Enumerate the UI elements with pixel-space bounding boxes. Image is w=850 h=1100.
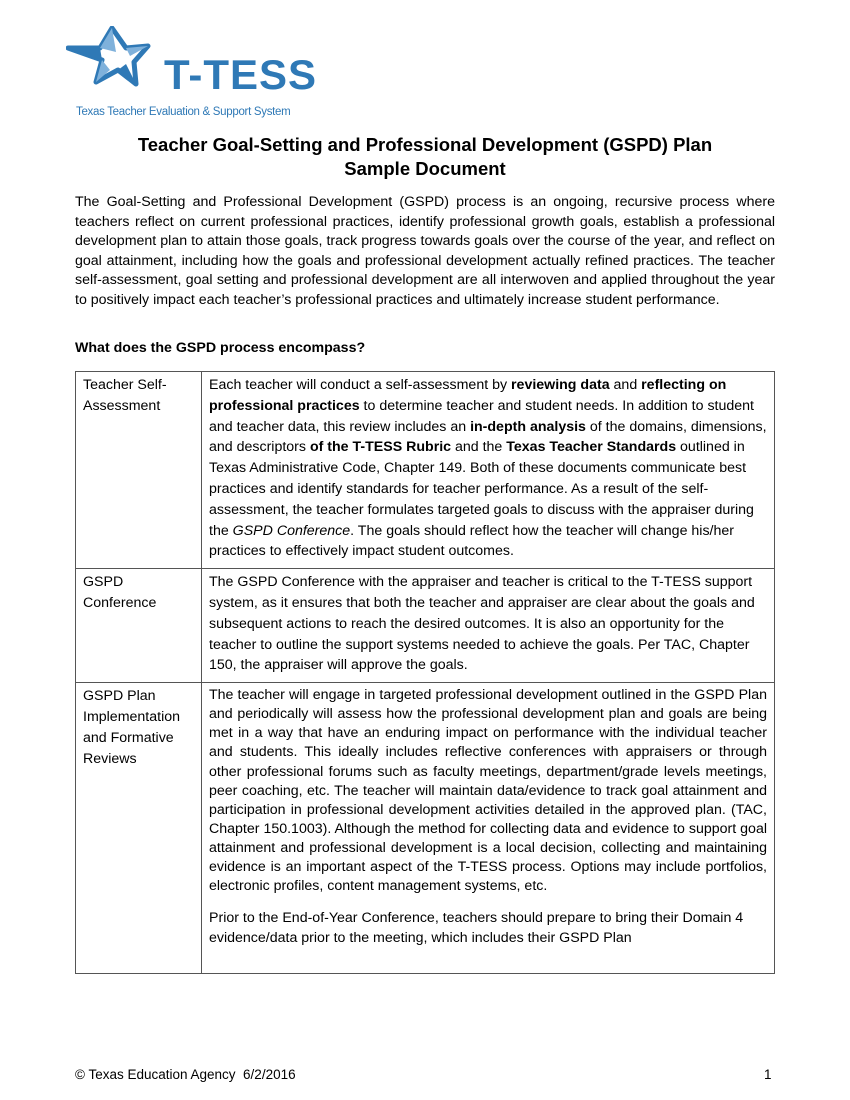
row-description-paragraph-1: The teacher will engage in targeted professional development outlined in the GSPD Plan and periodically will assess how the professional development plan and goals are being met in a way that have an enduring impact on performance with the individual teacher and students. This ideally includes reflective conferences with appraisers or through other professional forums such as faculty meetings, department/grade levels meetings, peer coaching, etc. The teacher will maintain data/evidence to track goal attainment and participation in professional development activities detailed in the approved plan. (TAC, Chapter 150.1003). Although the method for collecting data and evidence to support goal attainment and professional development is a local decision, collecting and maintaining evidence is an important aspect of the T-TESS process. Options may include portfolios, electronic profiles, content management systems, etc. [209,687,767,895]
italic-text: GSPD Conference [232,522,351,539]
row-description-self-assessment [202,372,775,569]
row-description [202,683,775,974]
page-number: 1 [764,1067,772,1082]
t-tess-logo [66,26,318,126]
table-row [76,372,775,569]
star-logo-icon [66,26,166,106]
text-segment: outlined in Texas Administrative Code, Chapter 149. Both of these documents communicate best practices and identify standards for teacher performance. As a result of the self-assessment, the teacher formulates targeted goals to discuss with the appraiser during the [209,439,754,539]
title-line-1: Teacher Goal-Setting and Professional Development (GSPD) Plan [137,134,713,155]
text-segment: to determine teacher and student needs. In addition to student and teacher data, this review includes an [209,397,754,435]
text-segment: and [609,377,642,393]
table-row [76,569,775,683]
bold-text: reviewing data [511,377,610,393]
bold-text: reflecting on professional practices [209,377,727,414]
row-label: Teacher Self-Assessment [76,372,202,569]
bold-text: Texas Teacher Standards [506,439,677,456]
bold-text: of the T-TESS Rubric [309,439,452,456]
text-segment: and the [451,439,507,456]
footer-copyright: © Texas Education Agency 6/2/2016 [75,1067,296,1082]
logo-wordmark: T-TESS [164,51,318,98]
row-description: The GSPD Conference with the appraiser and teacher is critical to the T-TESS support system, as it ensures that both the teacher and appraiser are clear about the goals and subsequent actions to reach the desired outcomes. It is also an opportunity for the teacher to outline the support systems needed to achieve the goals. Per TAC, Chapter 150, the appraiser will approve the goals. [202,569,775,683]
logo-tagline: Texas Teacher Evaluation & Support System [76,106,291,118]
row-description-paragraph-2: Prior to the End-of-Year Conference, teachers should prepare to bring their Domain 4 evidence/data prior to the meeting, which includes their GSPD Plan [209,910,744,947]
row-label: GSPD Plan Implementation and Formative Reviews [76,683,202,974]
row-description-clip [209,686,767,967]
section-question: What does the GSPD process encompass? [75,340,366,356]
text-segment: . The goals should reflect how the teacher will change his/her practices to effectively impact student outcomes. [209,522,734,560]
gspd-process-table [75,371,775,974]
title-line-2: Sample Document [344,158,506,179]
row-label: GSPD Conference [76,569,202,683]
document-title [75,133,775,181]
intro-paragraph: The Goal-Setting and Professional Development (GSPD) process is an ongoing, recursive process where teachers reflect on current professional practices, identify professional growth goals, establish a professional development plan to attain those goals, track progress towards goals over the course of the year, and reflect on goal attainment, including how the goals and professional development actually refined practices. The teacher self-assessment, goal setting and professional development are all interwoven and applied throughout the year to positively impact each teacher’s professional practices and ultimately increase student performance. [75,194,775,308]
table-row [76,683,775,974]
text-segment: of the domains, dimensions, and descriptors [209,418,767,456]
bold-text: in-depth analysis [470,418,586,435]
text-segment: Each teacher will conduct a self-assessment by [209,377,512,393]
